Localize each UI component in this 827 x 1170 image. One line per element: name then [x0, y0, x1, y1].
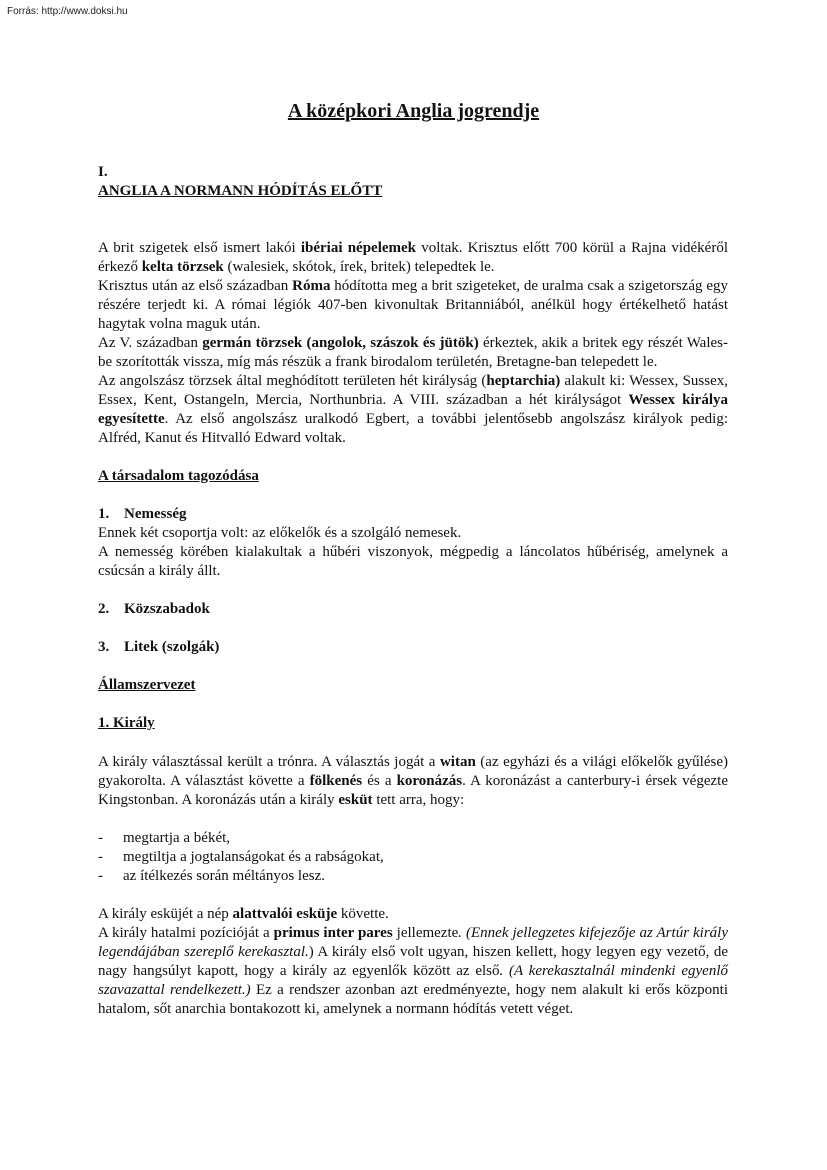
intro-paragraph-3: Az V. században germán törzsek (angolok, szászok és jütök) érkeztek, akik a britek egy részét Wales-be szorították vissza, míg más részük a frank birodalom területén, Bretagne-ban telepedett le. [98, 335, 728, 370]
king-heading: 1. Király [98, 715, 155, 731]
intro-paragraph-2: Krisztus után az első században Róma hódította meg a brit szigeteket, de uralma csak a szigetország egy részére terjedt ki. A római légiók 407-ben kivonultak Britanniából, anélkül hogy értékelhető hatást hagytak volna maguk után. [98, 278, 728, 332]
oath-list-item: - megtartja a békét, [98, 830, 231, 846]
society-heading: A társadalom tagozódása [98, 468, 259, 484]
king-paragraph-1: A király választással került a trónra. A választás jogát a witan (az egyházi és a világi előkelők gyűlése) gyakorolta. A választást követte a fölkenés és a koronázás. A koronázást a canterbury-i érsek végezte Kingstonban. A koronázás után a király esküt tett arra, hogy: [98, 754, 729, 808]
document-body [98, 163, 728, 1019]
section-title: ANGLIA A NORMANN HÓDÍTÁS ELŐTT [98, 183, 383, 199]
society-item-3: 3. Litek (szolgák) [98, 639, 220, 655]
section-number: I. [98, 164, 108, 180]
king-paragraph-2: A király esküjét a nép alattvalói esküje követte. [98, 906, 389, 922]
nobility-text-1: Ennek két csoportja volt: az előkelők és a szolgáló nemesek. [98, 525, 462, 541]
document-title: A középkori Anglia jogrendje [287, 100, 540, 122]
king-paragraph-3: A király hatalmi pozícióját a primus inter pares jellemezte. (Ennek jellegzetes kifejezője az Artúr király legendájában szereplő kerekasztal.) A király első volt ugyan, hiszen kellett, hogy legyen egy vezető, de nagy hangsúlyt kapott, hogy a király az egyenlők között az első. (A kerekasztalnál mindenki egyenlő szavazattal rendelkezett.) Ez a rendszer azonban azt eredményezte, hogy nem alakult ki erős központi hatalom, sőt anarchia bontakozott ki, amelynek a normann hódítás vetett véget. [98, 925, 729, 1017]
oath-list-item: - az ítélkezés során méltányos lesz. [98, 868, 326, 884]
intro-paragraph-1: A brit szigetek első ismert lakói ibériai népelemek voltak. Krisztus előtt 700 körül a Rajna vidékéről érkező kelta törzsek (walesiek, skótok, írek, britek) telepedtek le. [98, 240, 728, 275]
society-item-1: 1. Nemesség [98, 506, 187, 522]
oath-list-item: - megtiltja a jogtalanságokat és a rabságokat, [98, 849, 384, 865]
society-item-2: 2. Közszabadok [98, 601, 210, 617]
source-url: Forrás: http://www.doksi.hu [7, 6, 128, 17]
nobility-text-2: A nemesség körében kialakultak a hűbéri viszonyok, mégpedig a láncolatos hűbériség, amelynek a csúcsán a király állt. [98, 544, 728, 579]
intro-paragraph-4: Az angolszász törzsek által meghódított területen hét királyság (heptarchia) alakult ki: Wessex, Sussex, Essex, Kent, Ostangeln, Mercia, Northunbria. A VIII. században a hét királyságot Wessex királya egyesítette. Az első angolszász uralkodó Egbert, a további jelentősebb angolszász királyok pedig: Alfréd, Kanut és Hitvalló Edward voltak. [98, 373, 728, 446]
state-heading: Államszervezet [98, 677, 196, 693]
